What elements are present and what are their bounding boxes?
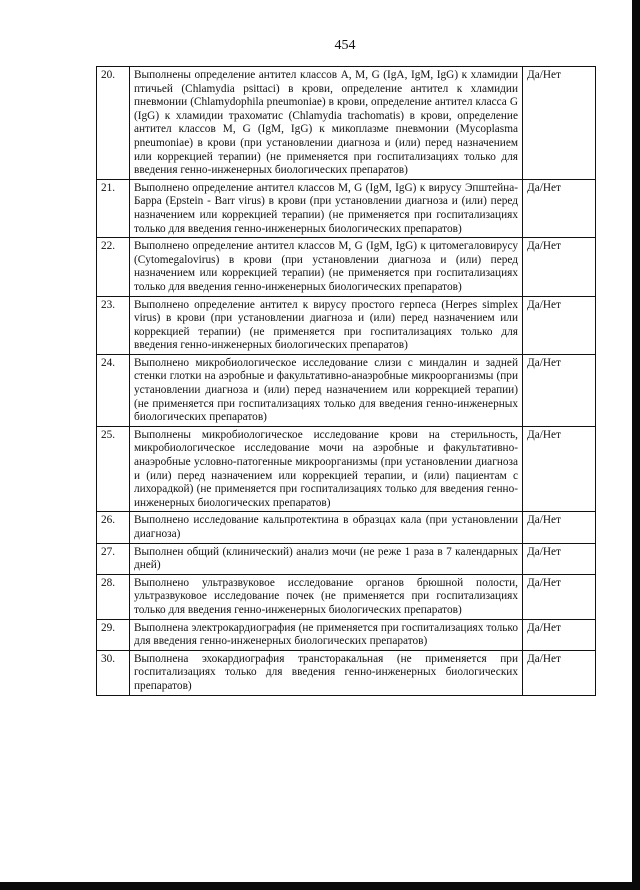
criterion-text: Выполнены микробиологическое исследование крови на стерильность, микробиологическое исследование мочи на аэробные и факультативно-анаэробные условно-патогенные микроорганизмы (при установлении диагноза и (или) перед назначением или коррекцией терапии, и (или) пациентам с лихорадкой) (не применяется при госпитализациях только для введения генно-инженерных биологических препаратов) <box>130 426 523 512</box>
criterion-text: Выполнено определение антител классов M, G (IgM, IgG) к вирусу Эпштейна-Барра (Epstein - Barr virus) в крови (при установлении диагноза и (или) перед назначением или коррекцией терапии) (не применяется при госпитализациях только для введения генно-инженерных биологических препаратов) <box>130 179 523 237</box>
row-number: 22. <box>97 238 130 296</box>
row-number: 24. <box>97 354 130 426</box>
row-number: 23. <box>97 296 130 354</box>
table-row <box>97 650 596 695</box>
table-row <box>97 238 596 296</box>
table-row <box>97 179 596 237</box>
table-row <box>97 543 596 574</box>
row-number: 28. <box>97 574 130 619</box>
row-number: 26. <box>97 512 130 543</box>
answer-cell: Да/Нет <box>523 512 596 543</box>
answer-cell: Да/Нет <box>523 426 596 512</box>
criterion-text: Выполнена эхокардиография трансторакальная (не применяется при госпитализациях только для введения генно-инженерных биологических препаратов) <box>130 650 523 695</box>
table-row <box>97 512 596 543</box>
page-number: 454 <box>334 38 356 53</box>
answer-cell: Да/Нет <box>523 619 596 650</box>
row-number: 20. <box>97 67 130 180</box>
table-row <box>97 67 596 180</box>
criterion-text: Выполнен общий (клинический) анализ мочи (не реже 1 раза в 7 календарных дней) <box>130 543 523 574</box>
answer-cell: Да/Нет <box>523 354 596 426</box>
table-row <box>97 354 596 426</box>
answer-cell: Да/Нет <box>523 179 596 237</box>
answer-cell: Да/Нет <box>523 650 596 695</box>
row-number: 30. <box>97 650 130 695</box>
table-row <box>97 574 596 619</box>
criteria-table-body <box>97 67 596 696</box>
answer-cell: Да/Нет <box>523 543 596 574</box>
criteria-table <box>96 66 596 696</box>
row-number: 21. <box>97 179 130 237</box>
answer-cell: Да/Нет <box>523 238 596 296</box>
criterion-text: Выполнено определение антител к вирусу простого герпеса (Herpes simplex virus) в крови (при установлении диагноза и (или) перед назначением или коррекцией терапии) (не применяется при госпитализациях только для введения генно-инженерных биологических препаратов) <box>130 296 523 354</box>
scan-border-bottom <box>0 882 640 890</box>
answer-cell: Да/Нет <box>523 67 596 180</box>
criterion-text: Выполнено микробиологическое исследование слизи с миндалин и задней стенки глотки на аэробные и факультативно-анаэробные микроорганизмы (при установлении диагноза и (или) перед назначением или коррекцией терапии) (не применяется при госпитализациях только для введения генно-инженерных биологических препаратов) <box>130 354 523 426</box>
answer-cell: Да/Нет <box>523 296 596 354</box>
row-number: 29. <box>97 619 130 650</box>
scan-border-right <box>632 0 640 890</box>
criterion-text: Выполнено исследование кальпротектина в образцах кала (при установлении диагноза) <box>130 512 523 543</box>
criterion-text: Выполнено определение антител классов M, G (IgM, IgG) к цитомегаловирусу (Cytomegalovirus) в крови (при установлении диагноза и (или) перед назначением или коррекцией терапии) (не применяется при госпитализациях только для введения генно-инженерных биологических препаратов) <box>130 238 523 296</box>
criterion-text: Выполнено ультразвуковое исследование органов брюшной полости, ультразвуковое исследование почек (не применяется при госпитализациях только для введения генно-инженерных биологических препаратов) <box>130 574 523 619</box>
answer-cell: Да/Нет <box>523 574 596 619</box>
row-number: 27. <box>97 543 130 574</box>
criterion-text: Выполнены определение антител классов A, M, G (IgA, IgM, IgG) к хламидии птичьей (Chlamydia psittaci) в крови, определение антител к хламидии пневмонии (Chlamydophila pneumoniae) в крови, определение антител класса G (IgG) к хламидии трахоматис (Chlamydia trachomatis) в крови, определение антител классов M, G (IgM, IgG) к микоплазме пневмонии (Mycoplasma pneumoniae) в крови (при установлении диагноза и (или) перед назначением или коррекцией терапии) (не применяется при госпитализациях только для введения генно-инженерных биологических препаратов) <box>130 67 523 180</box>
table-row <box>97 296 596 354</box>
table-row <box>97 426 596 512</box>
row-number: 25. <box>97 426 130 512</box>
table-row <box>97 619 596 650</box>
criterion-text: Выполнена электрокардиография (не применяется при госпитализациях только для введения генно-инженерных биологических препаратов) <box>130 619 523 650</box>
